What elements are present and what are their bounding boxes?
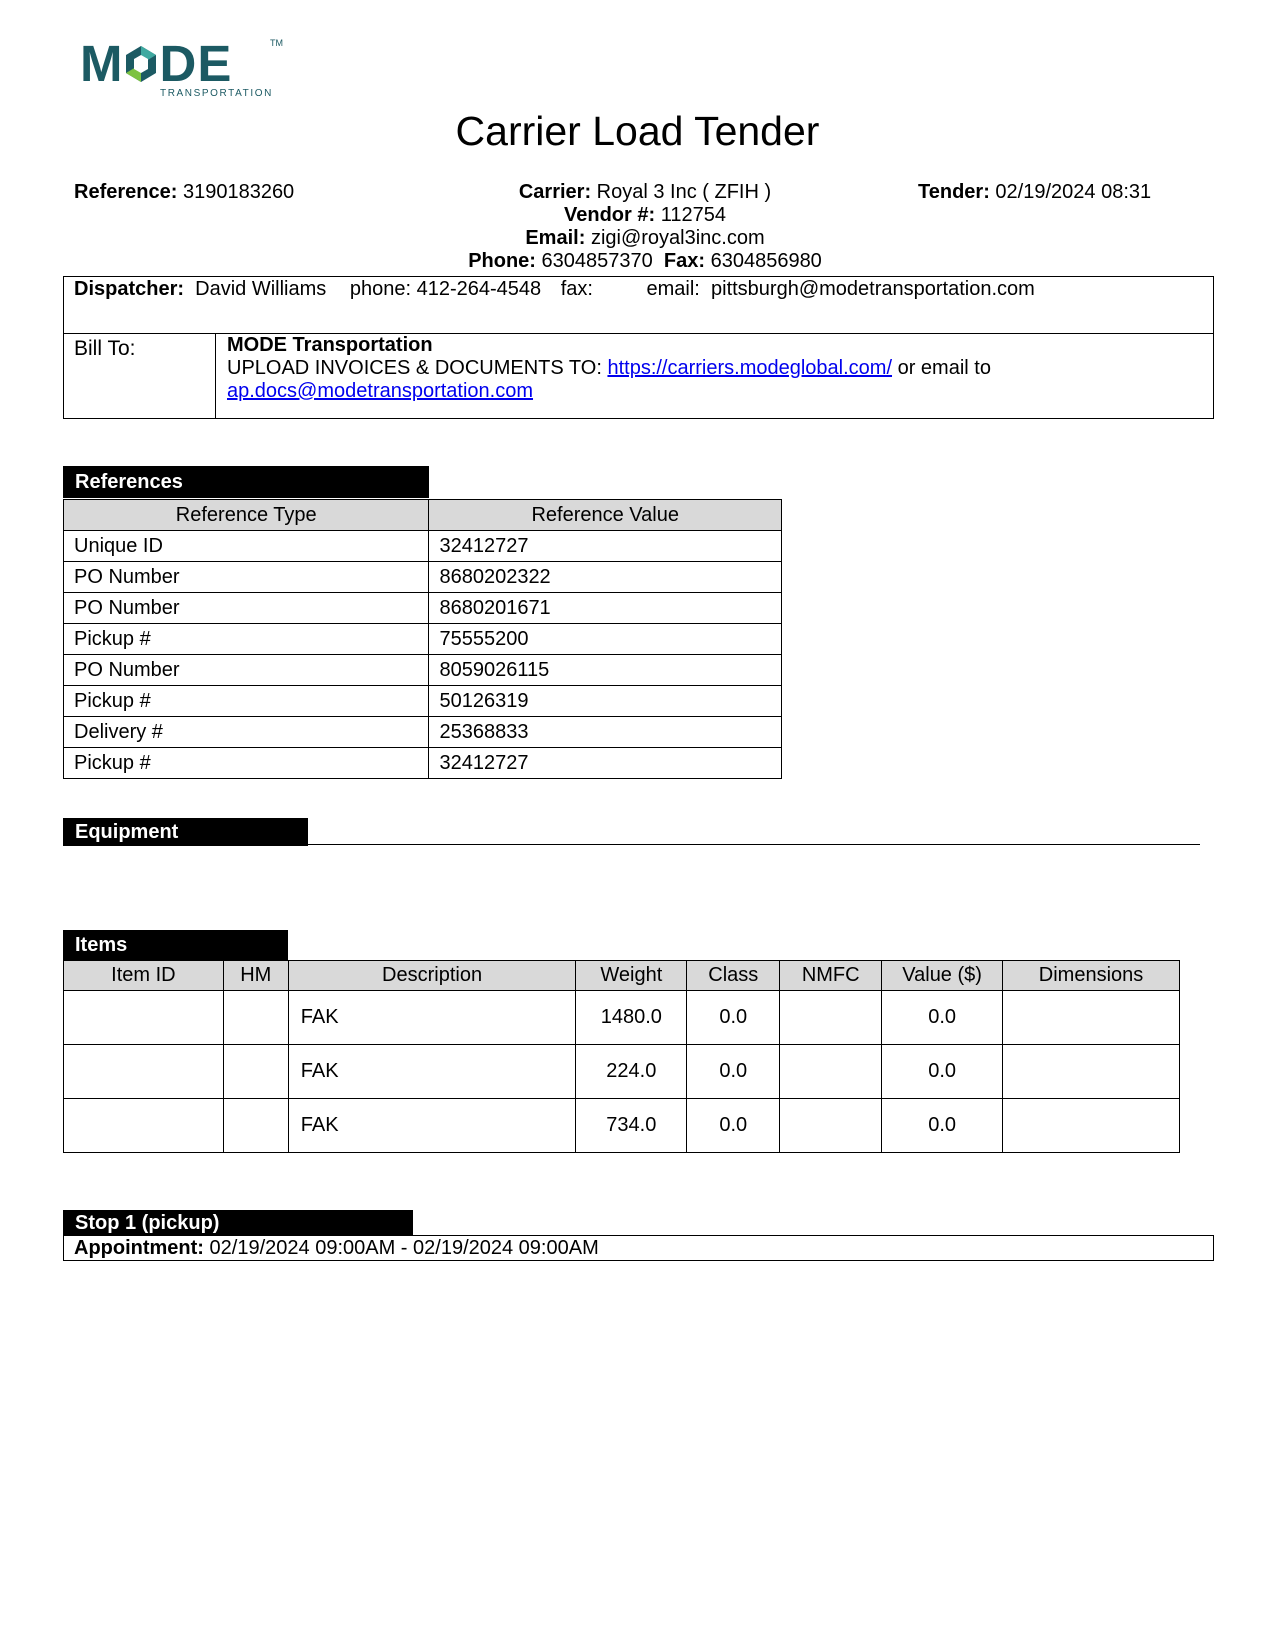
tender-value: 02/19/2024 08:31 — [995, 181, 1152, 203]
column-header-weight: Weight — [576, 961, 687, 991]
carrier-value: Royal 3 Inc ( ZFIH ) — [596, 181, 772, 203]
mode-logo — [80, 35, 283, 104]
dispatcher-row: Dispatcher: David Williams phone: 412-264-4548 fax: email: pittsburgh@modetransportation.com — [64, 277, 1213, 334]
column-header-reference-value: Reference Value — [429, 500, 782, 531]
bill-to-details: MODE Transportation UPLOAD INVOICES & DOCUMENTS TO: https://carriers.modeglobal.com/ or email to ap.docs@modetransportation.com — [227, 334, 991, 402]
table-row: Pickup # 32412727 — [64, 748, 782, 779]
carrier-phone: 6304857370 — [541, 250, 653, 272]
document-title: Carrier Load Tender — [455, 108, 820, 154]
table-row: FAK 1480.0 0.0 0.0 — [64, 991, 1180, 1045]
stop-1-appointment-box: Appointment: 02/19/2024 09:00AM - 02/19/2024 09:00AM — [63, 1235, 1214, 1261]
table-row: FAK 224.0 0.0 0.0 — [64, 1045, 1180, 1099]
logo-trademark: TM — [270, 38, 283, 48]
table-row: Pickup # 50126319 — [64, 686, 782, 717]
items-table — [63, 960, 1180, 1153]
bill-to-label: Bill To: — [74, 337, 136, 360]
table-row: FAK 734.0 0.0 0.0 — [64, 1099, 1180, 1153]
table-row: PO Number 8059026115 — [64, 655, 782, 686]
equipment-divider — [308, 844, 1200, 845]
reference-info: Reference: 3190183260 — [74, 181, 295, 203]
dispatcher-email: pittsburgh@modetransportation.com — [711, 278, 1035, 300]
ap-docs-email-link[interactable]: ap.docs@modetransportation.com — [227, 380, 534, 402]
carrier-fax: 6304856980 — [710, 250, 822, 272]
dispatcher-name: David Williams — [195, 278, 327, 300]
logo-hexagon-icon — [123, 38, 159, 90]
column-header-item-id: Item ID — [64, 961, 224, 991]
column-header-dimensions: Dimensions — [1003, 961, 1180, 991]
column-header-nmfc: NMFC — [780, 961, 882, 991]
appointment-value: 02/19/2024 09:00AM - 02/19/2024 09:00AM — [209, 1237, 599, 1259]
logo-subtitle: TRANSPORTATION — [160, 88, 273, 99]
carrier-info: Carrier: Royal 3 Inc ( ZFIH ) Vendor #: 112754 Email: zigi@royal3inc.com Phone: 6304857370 Fax: 6304856980 — [468, 181, 822, 272]
items-header-row — [64, 961, 1180, 991]
tender-info: Tender: 02/19/2024 08:31 — [918, 181, 1152, 203]
upload-link[interactable]: https://carriers.modeglobal.com/ — [607, 357, 893, 379]
carrier-email: zigi@royal3inc.com — [590, 227, 765, 249]
bill-to-company: MODE Transportation — [227, 334, 433, 356]
table-row: Delivery # 25368833 — [64, 717, 782, 748]
table-row: Unique ID 32412727 — [64, 531, 782, 562]
table-row: Pickup # 75555200 — [64, 624, 782, 655]
equipment-section-title: Equipment — [63, 818, 308, 846]
column-header-description: Description — [288, 961, 576, 991]
references-header-row — [64, 500, 782, 531]
stop-1-section-title: Stop 1 (pickup) — [63, 1210, 413, 1235]
bill-to-label-cell — [64, 334, 216, 418]
column-header-class: Class — [687, 961, 780, 991]
table-row: PO Number 8680202322 — [64, 562, 782, 593]
references-section-title: References — [63, 466, 429, 498]
dispatch-billto-box — [63, 276, 1214, 419]
dispatcher-phone: 412-264-4548 — [416, 278, 542, 300]
column-header-reference-type: Reference Type — [64, 500, 429, 531]
vendor-value: 112754 — [660, 204, 726, 226]
table-row: PO Number 8680201671 — [64, 593, 782, 624]
column-header-value: Value ($) — [882, 961, 1003, 991]
references-table — [63, 499, 782, 779]
logo-wordmark: M DE — [80, 35, 233, 92]
column-header-hm: HM — [223, 961, 288, 991]
reference-value: 3190183260 — [182, 181, 295, 203]
items-section-title: Items — [63, 930, 288, 960]
